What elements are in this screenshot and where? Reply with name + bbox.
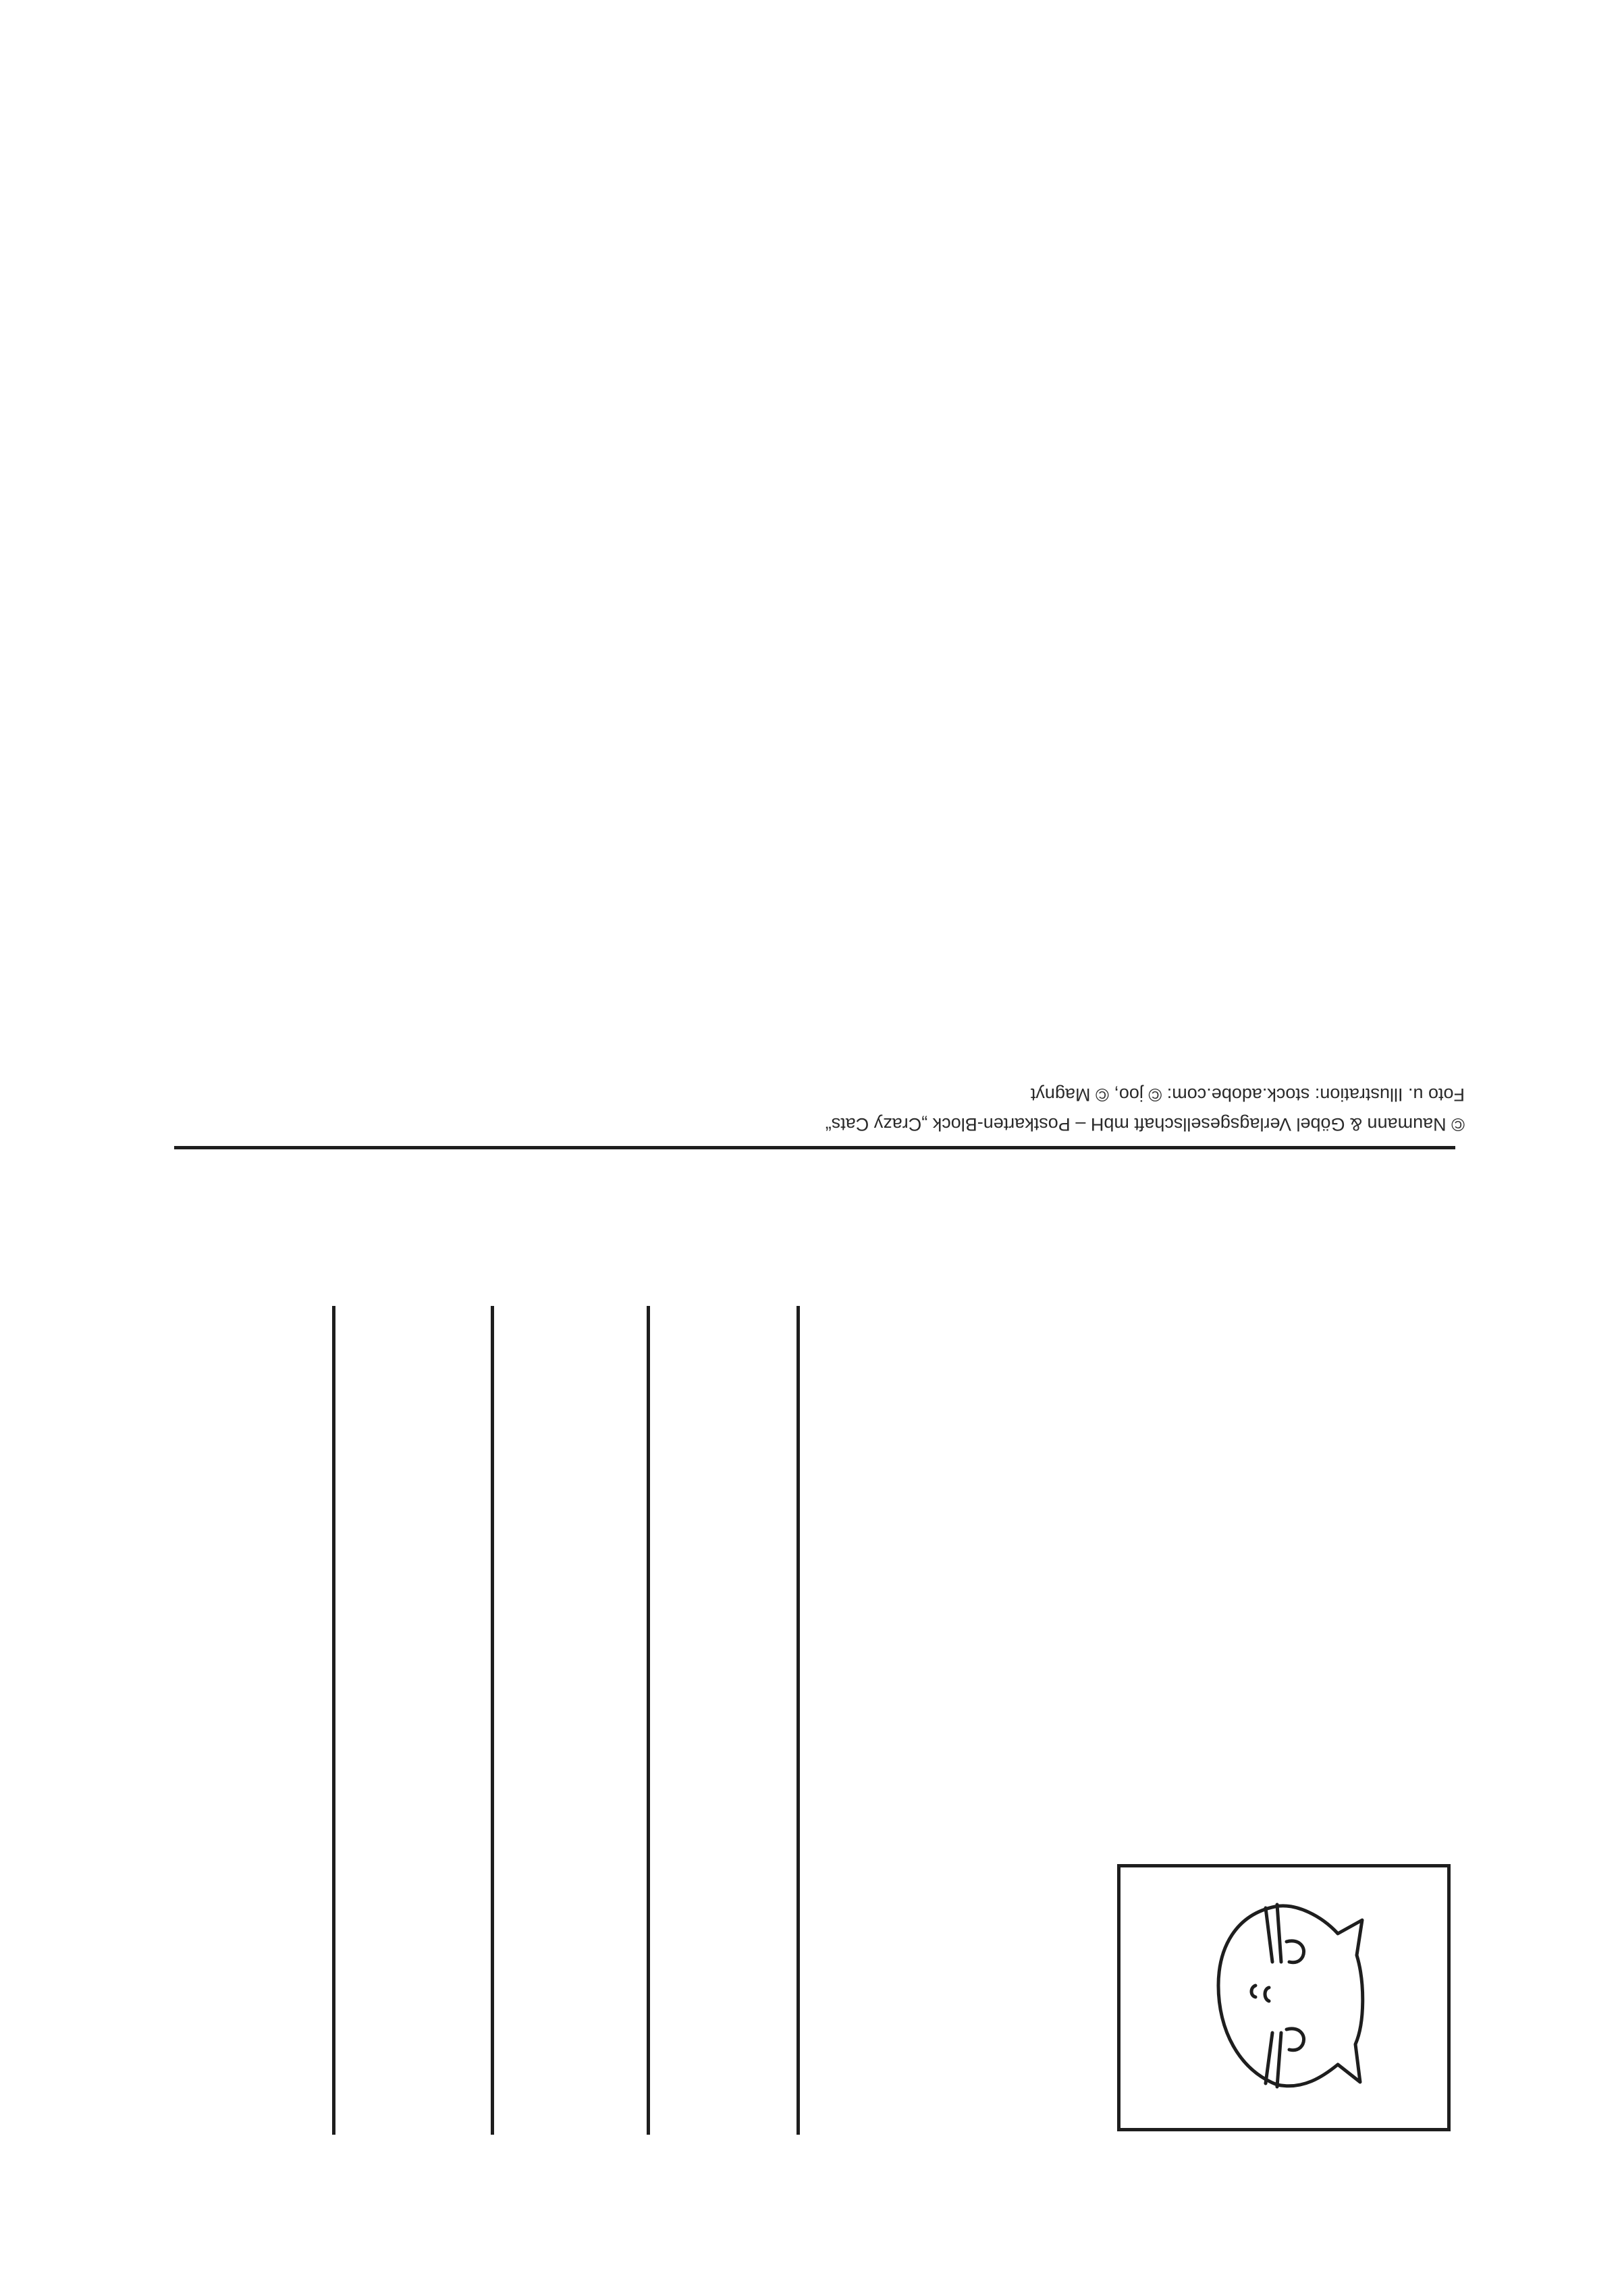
horizontal-divider bbox=[174, 1146, 1455, 1149]
copyright-credits bbox=[648, 1065, 1465, 1139]
address-line bbox=[647, 1306, 650, 2135]
stamp-box bbox=[1117, 1864, 1451, 2131]
address-line bbox=[332, 1306, 335, 2135]
address-line bbox=[491, 1306, 494, 2135]
cat-face-icon bbox=[1120, 1867, 1447, 2128]
photo-credit-line: Foto u. Illustration: stock.adobe.com: © joo, © Magnyt bbox=[1030, 1085, 1465, 1105]
copyright-line: © Naumann & Göbel Verlagsgesellschaft mbH – Postkarten-Block „Crazy Cats“ bbox=[825, 1114, 1465, 1135]
address-line bbox=[796, 1306, 800, 2135]
